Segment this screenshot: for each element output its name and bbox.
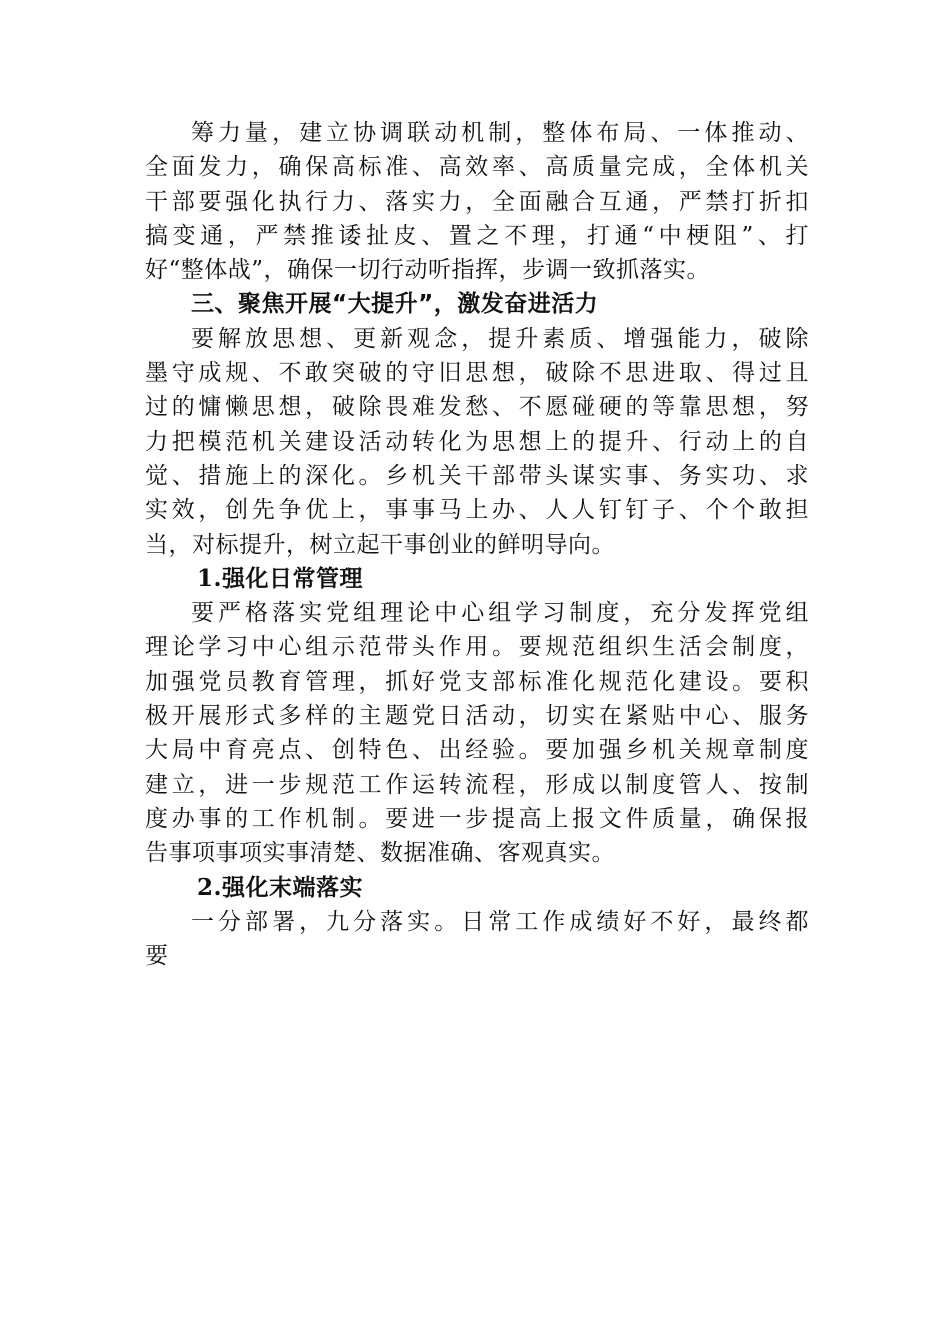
paragraph-line: 觉、措施上的深化。乡机关干部带头谋实事、务实功、求 — [145, 462, 809, 489]
paragraph-3 — [145, 596, 809, 870]
paragraph-line: 理论学习中心组示范带头作用。要规范组织生活会制度， — [145, 634, 809, 661]
paragraph-line: 墨守成规、不敢突破的守旧思想，破除不思进取、得过且 — [145, 360, 809, 387]
paragraph-line: 筹力量，建立协调联动机制，整体布局、一体推动、 — [191, 120, 809, 146]
paragraph-line: 全面发力，确保高标准、高效率、高质量完成，全体机关 — [145, 154, 809, 181]
document-body — [145, 116, 809, 973]
paragraph-line: 要严格落实党组理论中心组学习制度，充分发挥党组 — [191, 600, 809, 627]
paragraph-line: 告事项事项实事清楚、数据准确、客观真实。 — [145, 840, 615, 867]
paragraph-line: 要解放思想、更新观念，提升素质、增强能力，破除 — [191, 325, 809, 352]
paragraph-line: 极开展形式多样的主题党日活动，切实在紧贴中心、服务 — [145, 703, 809, 730]
paragraph-1 — [145, 116, 809, 287]
paragraph-line: 干部要强化执行力、落实力，全面融合互通，严禁打折扣 — [145, 188, 809, 215]
paragraph-line: 度办事的工作机制。要进一步提高上报文件质量，确保报 — [145, 805, 809, 832]
paragraph-line: 加强党员教育管理，抓好党支部标准化规范化建设。要积 — [145, 668, 809, 695]
subheading-1: 1.强化日常管理 — [197, 564, 364, 592]
paragraph-4 — [145, 905, 809, 974]
paragraph-line: 搞变通，严禁推诿扯皮、置之不理，打通“中梗阻”、打 — [145, 222, 809, 249]
paragraph-line: 要 — [145, 943, 169, 970]
paragraph-line: 过的慵懒思想，破除畏难发愁、不愿碰硬的等靠思想，努 — [145, 394, 809, 421]
paragraph-line: 当，对标提升，树立起干事创业的鲜明导向。 — [145, 531, 615, 558]
section-heading-3: 三、聚焦开展“大提升”，激发奋进活力 — [191, 291, 599, 318]
paragraph-line: 建立，进一步规范工作运转流程，形成以制度管人、按制 — [145, 771, 809, 798]
paragraph-line: 好“整体战”，确保一切行动听指挥，步调一致抓落实。 — [145, 257, 711, 284]
paragraph-line: 实效，创先争优上，事事马上办、人人钉钉子、个个敢担 — [145, 497, 809, 524]
paragraph-line: 一分部署，九分落实。日常工作成绩好不好，最终都 — [191, 908, 809, 935]
paragraph-2 — [145, 322, 809, 562]
paragraph-line: 大局中育亮点、创特色、出经验。要加强乡机关规章制度 — [145, 737, 809, 764]
subheading-2: 2.强化末端落实 — [197, 873, 364, 901]
paragraph-line: 力把模范机关建设活动转化为思想上的提升、行动上的自 — [145, 428, 809, 455]
